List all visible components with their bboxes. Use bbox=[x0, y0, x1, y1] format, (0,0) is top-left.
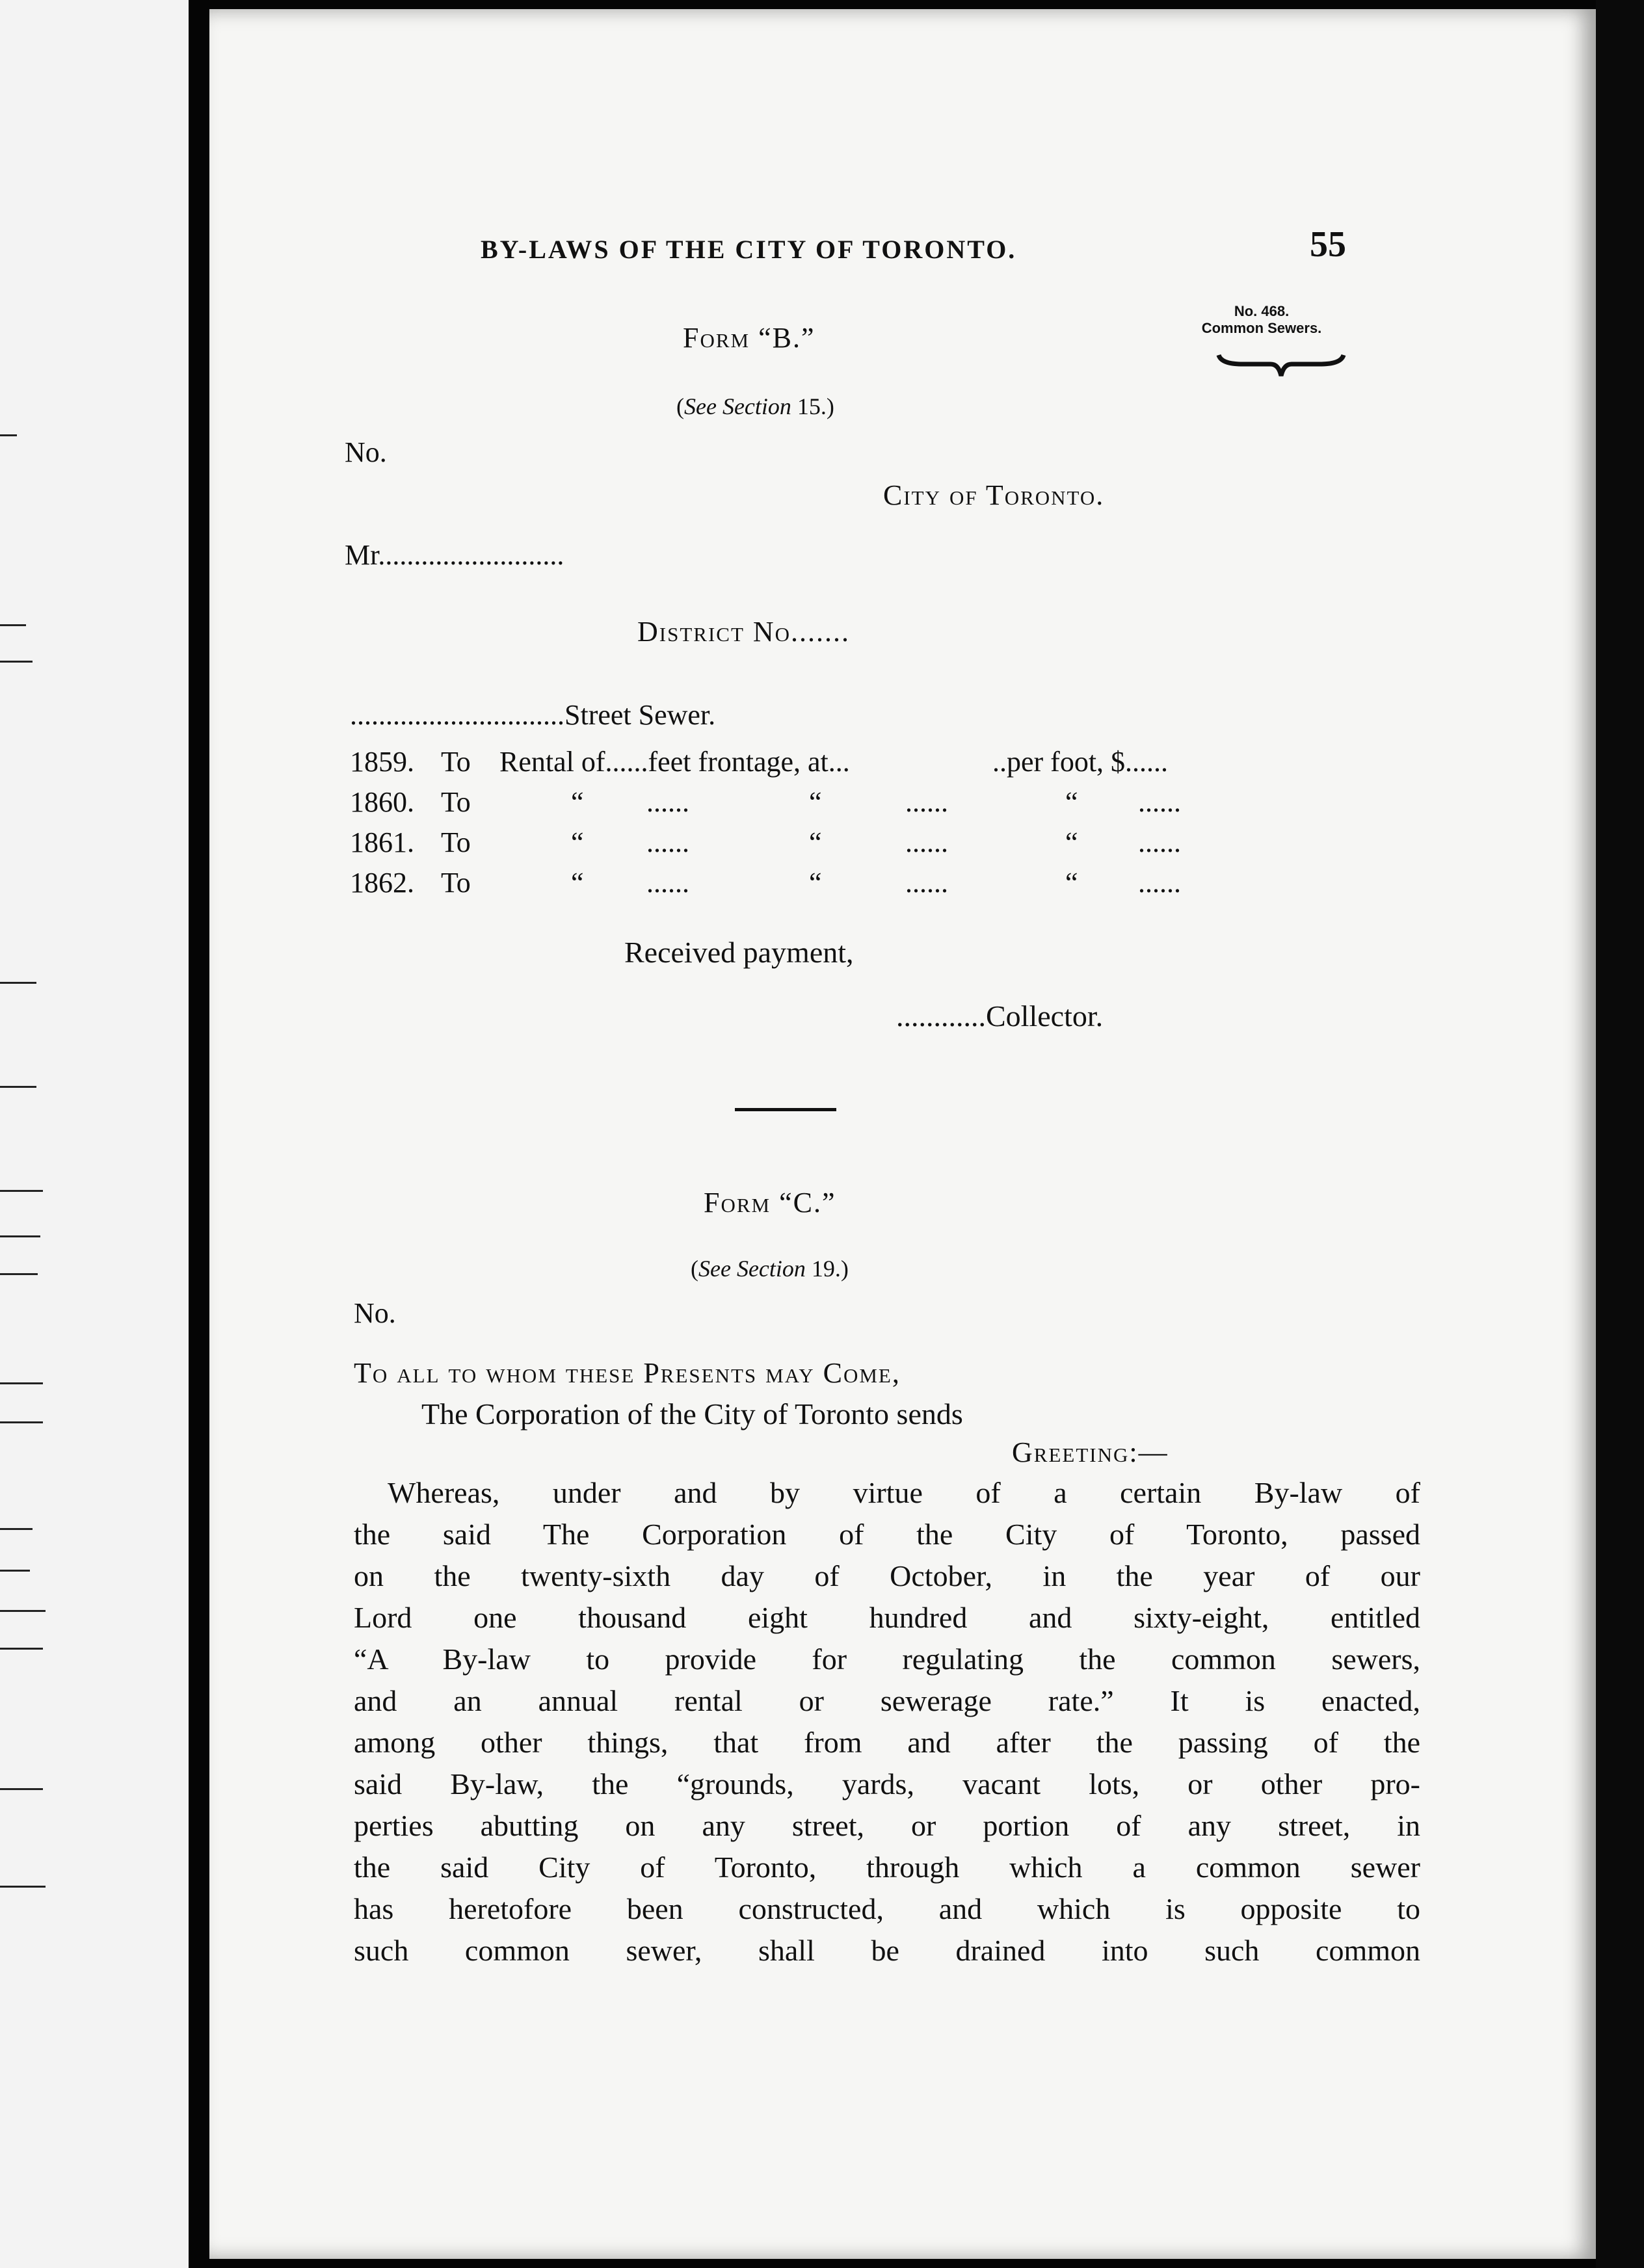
blank-dots: ...... bbox=[1138, 786, 1181, 818]
margin-rule bbox=[0, 1382, 43, 1384]
rental-year: 1860. bbox=[350, 786, 414, 818]
rental-to: To bbox=[441, 826, 471, 858]
margin-rule bbox=[0, 982, 36, 984]
book-page bbox=[209, 9, 1596, 2259]
ditto-mark: “ bbox=[1065, 786, 1078, 818]
margin-rule bbox=[0, 434, 17, 436]
form-c-number-label: No. bbox=[354, 1297, 396, 1329]
margin-rule bbox=[0, 1421, 43, 1423]
margin-rule bbox=[0, 661, 33, 663]
rental-rate: ..per foot, $...... bbox=[992, 746, 1169, 778]
rental-to: To bbox=[441, 867, 471, 899]
blank-dots: ...... bbox=[1138, 826, 1181, 858]
ditto-mark: “ bbox=[571, 786, 584, 818]
section-ref-prefix: See Section bbox=[698, 1256, 806, 1282]
rental-year: 1861. bbox=[350, 826, 414, 858]
paragraph-line: the said City of Toronto, through which a common sewer bbox=[354, 1851, 1420, 1884]
paragraph-line: has heretofore been constructed, and which is opposite to bbox=[354, 1892, 1420, 1925]
margin-rule bbox=[0, 1570, 30, 1572]
rental-description: Rental of......feet frontage, at... bbox=[499, 746, 850, 778]
rental-year: 1862. bbox=[350, 867, 414, 899]
received-payment: Received payment, bbox=[624, 936, 854, 969]
paragraph-line: the said The Corporation of the City of Toronto, passed bbox=[354, 1518, 1420, 1551]
form-b-title: Form “B.” bbox=[683, 322, 815, 354]
form-b-street-sewer: ..............................Street Sewer. bbox=[350, 699, 716, 731]
margin-rule bbox=[0, 1235, 40, 1237]
paragraph-line: perties abutting on any street, or portion of any street, in bbox=[354, 1809, 1420, 1842]
paragraph-line: on the twenty-sixth day of October, in the year of our bbox=[354, 1559, 1420, 1592]
margin-rule bbox=[0, 1086, 36, 1088]
form-c-title: Form “C.” bbox=[704, 1187, 836, 1219]
side-note bbox=[1190, 303, 1333, 337]
side-note-number: No. 468. bbox=[1234, 303, 1290, 319]
form-b-section-ref: (See Section 15.) bbox=[676, 393, 834, 419]
section-ref-number: 15. bbox=[797, 393, 827, 419]
margin-rule bbox=[0, 624, 26, 626]
ditto-mark: “ bbox=[571, 826, 584, 858]
paragraph-line: such common sewer, shall be drained into such common bbox=[354, 1934, 1420, 1967]
form-b-city: City of Toronto. bbox=[883, 479, 1105, 511]
rental-row-1862 bbox=[350, 866, 1455, 905]
salutation: To all to whom these Presents may Come, bbox=[354, 1357, 901, 1389]
margin-rule bbox=[0, 1273, 38, 1275]
section-ref-number: 19. bbox=[811, 1256, 841, 1282]
ditto-mark: “ bbox=[809, 786, 822, 818]
blank-dots: ...... bbox=[905, 867, 948, 899]
blank-dots: ...... bbox=[905, 786, 948, 818]
collector-line: ............Collector. bbox=[896, 999, 1104, 1033]
brace-icon bbox=[1216, 349, 1346, 381]
blank-dots: ...... bbox=[646, 826, 689, 858]
form-c-section-ref: (See Section 19.) bbox=[691, 1256, 849, 1282]
section-ref-prefix: See Section bbox=[684, 393, 791, 419]
ditto-mark: “ bbox=[809, 826, 822, 858]
blank-dots: ...... bbox=[646, 786, 689, 818]
form-b-district: District No....... bbox=[637, 616, 851, 648]
paragraph-line: said By-law, the “grounds, yards, vacant lots, or other pro- bbox=[354, 1767, 1420, 1800]
rental-to: To bbox=[441, 786, 471, 818]
ditto-mark: “ bbox=[1065, 867, 1078, 899]
rental-row-1859 bbox=[350, 745, 1455, 784]
margin-rule bbox=[0, 1648, 43, 1650]
paragraph-line: among other things, that from and after the passing of the bbox=[354, 1726, 1420, 1759]
blank-dots: ...... bbox=[905, 826, 948, 858]
facing-page-edge bbox=[0, 0, 189, 2268]
ditto-mark: “ bbox=[809, 867, 822, 899]
ditto-mark: “ bbox=[571, 867, 584, 899]
rental-row-1861 bbox=[350, 826, 1455, 865]
side-note-title: Common Sewers. bbox=[1201, 320, 1322, 336]
ditto-mark: “ bbox=[1065, 826, 1078, 858]
form-b-mr-line: Mr.......................... bbox=[345, 539, 564, 571]
whereas-paragraph bbox=[354, 1472, 1420, 1971]
margin-rule bbox=[0, 1610, 46, 1612]
margin-rule bbox=[0, 1528, 33, 1530]
greeting: Greeting:— bbox=[1012, 1436, 1169, 1468]
sender-line: The Corporation of the City of Toronto sends bbox=[421, 1397, 963, 1431]
blank-dots: ...... bbox=[1138, 867, 1181, 899]
paragraph-line: Whereas, under and by virtue of a certain By-law of bbox=[388, 1476, 1420, 1509]
margin-rule bbox=[0, 1788, 43, 1790]
margin-rule bbox=[0, 1190, 43, 1192]
blank-dots: ...... bbox=[646, 867, 689, 899]
paragraph-line: “A By-law to provide for regulating the common sewers, bbox=[354, 1642, 1420, 1676]
paragraph-line: and an annual rental or sewerage rate.” It is enacted, bbox=[354, 1684, 1420, 1717]
running-title: BY-LAWS OF THE CITY OF TORONTO. bbox=[481, 235, 1017, 264]
section-divider bbox=[735, 1108, 836, 1111]
rental-to: To bbox=[441, 746, 471, 778]
rental-row-1860 bbox=[350, 785, 1455, 824]
paragraph-line: Lord one thousand eight hundred and sixty-eight, entitled bbox=[354, 1601, 1420, 1634]
page-number: 55 bbox=[1310, 224, 1346, 265]
book-edge bbox=[1596, 0, 1644, 2268]
margin-rule bbox=[0, 1886, 46, 1888]
form-b-number-label: No. bbox=[345, 436, 387, 468]
rental-year: 1859. bbox=[350, 746, 414, 778]
